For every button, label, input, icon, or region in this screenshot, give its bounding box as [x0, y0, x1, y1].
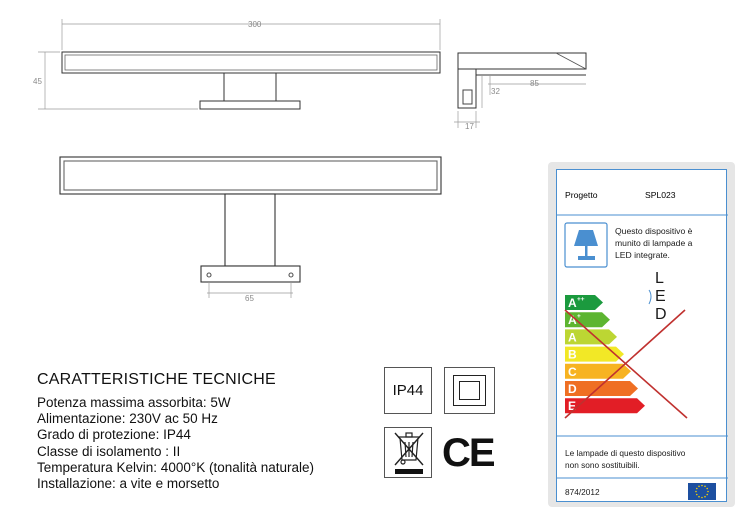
eu-flag-icon — [688, 483, 716, 500]
ce-mark: CE — [442, 431, 494, 475]
side-view — [454, 53, 586, 128]
energy-class-d — [565, 381, 638, 396]
progetto-label: Progetto — [565, 190, 598, 200]
spec-protection: Grado di protezione: IP44 — [37, 427, 191, 443]
regulation-number: 874/2012 — [565, 487, 600, 497]
svg-text:A: A — [568, 313, 577, 328]
dimension-label-17: 17 — [465, 122, 474, 131]
footer-line-2: non sono sostituibili. — [565, 460, 640, 470]
ip-rating-badge — [384, 367, 432, 414]
svg-text:A: A — [568, 330, 577, 345]
energy-class-a — [565, 329, 617, 344]
spec-power: Potenza massima assorbita: 5W — [37, 395, 231, 410]
dimension-label-32: 32 — [491, 87, 500, 96]
svg-text:C: C — [568, 364, 577, 379]
double-square-icon — [444, 367, 495, 414]
specs-list — [37, 395, 314, 492]
spec-supply: Alimentazione: 230V ac 50 Hz — [37, 411, 218, 427]
energy-class-aplusplus — [565, 295, 603, 310]
svg-text:+: + — [577, 313, 581, 321]
notice-line-1: Questo dispositivo è — [615, 226, 693, 236]
svg-text:A: A — [568, 296, 577, 310]
spec-kelvin: Temperatura Kelvin: 4000°K (tonalità naturale) — [37, 459, 315, 475]
energy-class-e — [565, 398, 645, 413]
dimension-label-85: 85 — [530, 79, 539, 88]
led-letter-d: D — [655, 306, 667, 323]
svg-text:D: D — [568, 382, 577, 396]
led-letter-l: L — [655, 270, 664, 287]
svg-text:B: B — [568, 347, 577, 362]
lamp-icon — [565, 223, 607, 267]
svg-text:++: ++ — [577, 296, 585, 303]
energy-label-card — [556, 169, 727, 502]
notice-line-2: munito di lampade a — [615, 238, 693, 248]
energy-class-scale — [565, 295, 645, 413]
front-view-bottom — [60, 157, 441, 298]
energy-class-aplus — [565, 312, 610, 327]
specs-title: CARATTERISTICHE TECNICHE — [37, 371, 276, 388]
energy-label — [548, 162, 735, 507]
ip-rating-text: IP44 — [392, 382, 424, 399]
notice-line-3: LED integrate. — [615, 250, 670, 260]
svg-text:E: E — [568, 399, 577, 414]
spec-installation: Installazione: a vite e morsetto — [37, 476, 220, 492]
dimension-label-65: 65 — [245, 294, 254, 303]
dimension-label-300: 300 — [248, 20, 262, 29]
footer-line-1: Le lampade di questo dispositivo — [565, 448, 686, 458]
energy-class-c — [565, 364, 631, 379]
front-view-top — [38, 19, 440, 109]
led-letter-e: E — [655, 288, 666, 305]
model-code: SPL023 — [645, 190, 676, 200]
crossed-bin-icon — [384, 427, 432, 478]
spec-insulation: Classe di isolamento : II — [37, 443, 181, 459]
dimension-label-45: 45 — [33, 77, 42, 86]
